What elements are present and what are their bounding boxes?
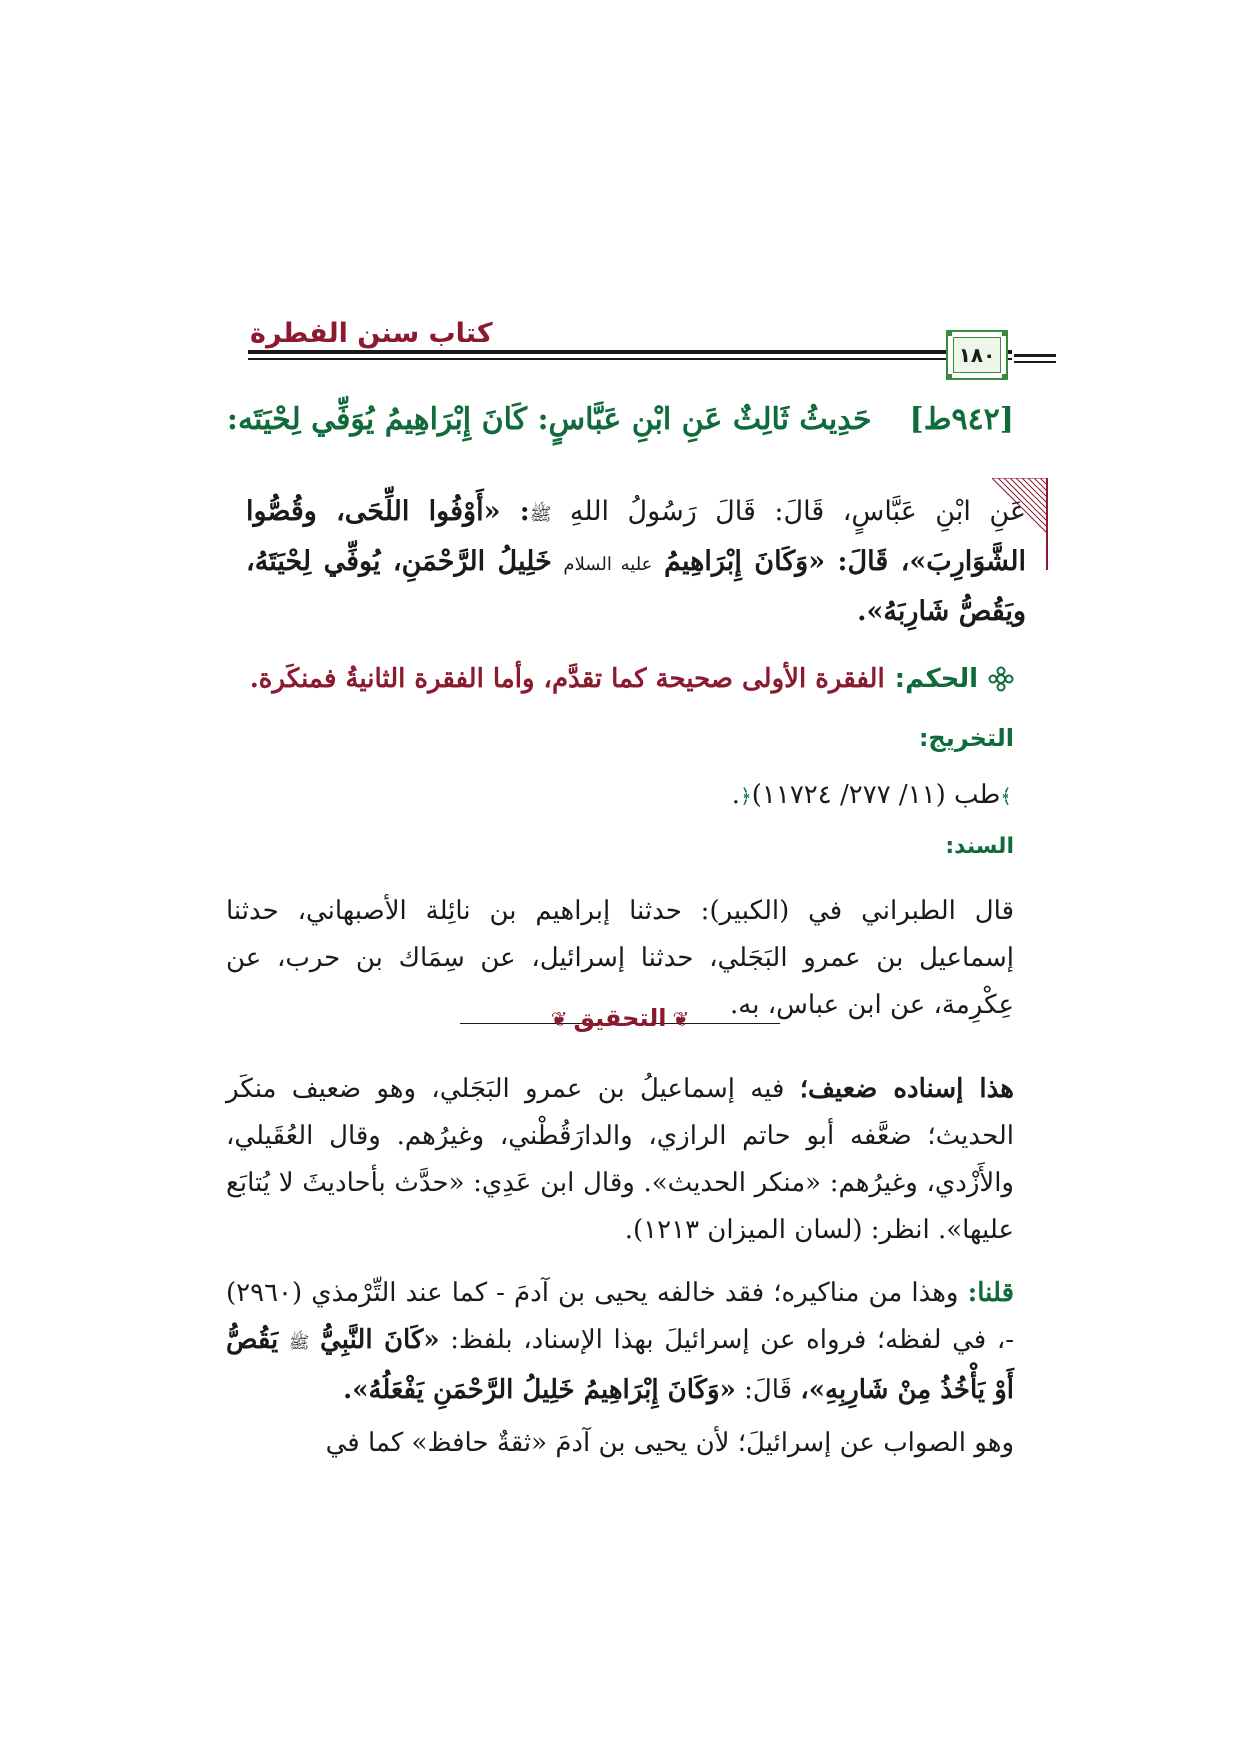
bracket-open: ﴾ xyxy=(1000,784,1012,808)
hadith-matn xyxy=(246,488,1026,635)
ruling-text: الفقرة الأولى صحيحة كما تقدَّم، وأما الفقرة الثانيةُ فمنكَرة. xyxy=(249,664,885,694)
tahqiq-paragraph-1 xyxy=(226,1066,1014,1254)
tirmidhi-quote-end: «وَكَانَ إِبْرَاهِيمُ خَلِيلُ الرَّحْمَنِ يَفْعَلُهُ». xyxy=(343,1375,736,1405)
tahqiq-p2-text: وهذا من مناكيره؛ فقد خالفه يحيى بن آدمَ - كما عند التِّرْمذي (٢٩٦٠) -، في لفظه؛ فرواه عن إسرائيلَ بهذا الإسناد، بلفظ: xyxy=(226,1278,1015,1355)
header-rule-thin xyxy=(248,358,1012,360)
hadith-heading xyxy=(227,402,1014,437)
alayhi-salam-glyph: عليه السلام xyxy=(563,554,653,575)
header-rule-right-thin xyxy=(1014,361,1056,363)
header-rule xyxy=(248,350,1012,354)
flower-icon xyxy=(988,666,1014,692)
tahqiq-paragraph-2 xyxy=(226,1270,1014,1414)
takhrij-label: التخريج: xyxy=(918,724,1014,752)
tahqiq-verdict: هذا إسناده ضعيف؛ xyxy=(799,1074,1015,1104)
ruling-label: الحكم: xyxy=(894,664,978,694)
page-number-badge xyxy=(946,330,1008,380)
ornament-icon: ❦ xyxy=(550,1007,568,1031)
tahqiq-paragraph-3: وهو الصواب عن إسرائيلَ؛ لأن يحيى بن آدمَ «ثقةٌ حافظ» كما في xyxy=(325,1428,1014,1458)
badge-corner-ornament xyxy=(946,330,952,336)
tahqiq-p1-text: فيه إسماعيلُ بن عمرو البَجَلي، وهو ضعيف منكَر الحديث؛ ضعَّفه أبو حاتم الرازي، والدارَقُطْني، وغيرُهم. وقال العُقَيلي، والأَزْدي، وغيرُهم: «منكر الحديث». وقال ابن عَدِي: «حدَّث بأحاديثَ لا يُتابَع عليها». انظر: (لسان الميزان ١٢١٣). xyxy=(226,1074,1014,1245)
sanad-text: قال الطبراني في (الكبير): حدثنا إبراهيم بن نائِلة الأصبهاني، حدثنا إسماعيل بن عمرو البَجَلي، حدثنا إسرائيل، عن سِمَاك بن حرب، عن عِكْرِمة، عن ابن عباس، به. xyxy=(226,896,1014,1020)
matn-text: عَنِ ابْنِ عَبَّاسٍ، قَالَ: قَالَ رَسُولُ اللهِ xyxy=(569,496,1026,527)
qulna-label: قلنا: xyxy=(967,1278,1014,1308)
salawat-glyph: ﷺ xyxy=(288,1333,310,1353)
salawat-glyph: ﷺ xyxy=(529,504,552,525)
badge-corner-ornament xyxy=(1002,330,1008,336)
matn-quote: : «أَوْفُوا اللِّحَى، وقُصُّوا الشَّوَارِبَ»، قَالَ: «وَكَانَ إِبْرَاهِيمُ xyxy=(246,496,1027,577)
tahqiq-title-text: التحقيق xyxy=(573,1004,667,1032)
sanad-label: السند: xyxy=(945,834,1014,859)
page-number: ١٨٠ xyxy=(953,337,1001,373)
hadith-title: حَدِيثُ ثَالِثٌ عَنِ ابْنِ عَبَّاسٍ: كَانَ إِبْرَاهِيمُ يُوَفِّي لِحْيَتَه: xyxy=(226,402,872,437)
badge-corner-ornament xyxy=(1002,374,1008,380)
tirmidhi-quote: «كَانَ النَّبِيُّ xyxy=(320,1325,440,1355)
takhrij-ref-text: طب (١١/ ٢٧٧/ ١١٧٢٤) xyxy=(751,780,1001,810)
tahqiq-p2-qal: قَالَ: xyxy=(744,1375,793,1405)
book-title: كتاب سنن الفطرة xyxy=(250,318,493,349)
hadith-number: [٩٤٢ط] xyxy=(909,402,1014,437)
takhrij-reference: ﴾طب (١١/ ٢٧٧/ ١١٧٢٤)﴿. xyxy=(731,780,1012,810)
badge-corner-ornament xyxy=(946,374,952,380)
matn-side-rule xyxy=(1046,478,1048,570)
ornament-icon: ❦ xyxy=(672,1007,690,1031)
matn-quote-cont: خَلِيلُ الرَّحْمَنِ، يُوفِّي لِحْيَتَهُ، ويَقُصُّ شَارِبَهُ». xyxy=(246,546,1026,627)
header-rule-right xyxy=(1014,354,1056,357)
bracket-close: ﴿ xyxy=(740,784,752,808)
ruling xyxy=(250,664,1014,694)
tahqiq-title xyxy=(0,1004,1240,1032)
tirmidhi-quote-cont: يَقُصُّ أَوْ يَأْخُذُ مِنْ شَارِبِهِ»، xyxy=(226,1325,1014,1405)
